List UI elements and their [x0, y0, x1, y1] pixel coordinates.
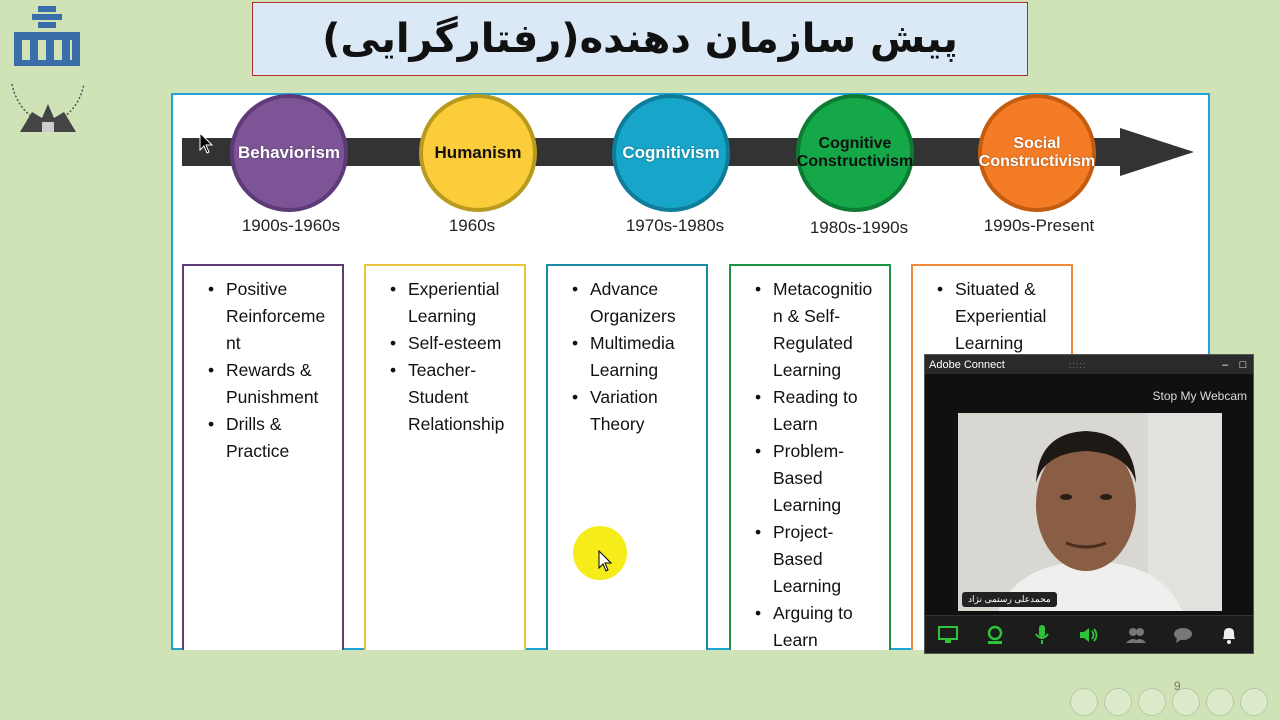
webcam-video — [958, 413, 1222, 611]
era-label: Humanism — [434, 142, 522, 162]
era-circle-humanism — [419, 94, 537, 212]
era-circle-cognitivism — [612, 94, 730, 212]
list-item: • Teacher-Student Relationship — [390, 357, 516, 438]
adobe-connect-toolbar — [925, 615, 1253, 653]
era-circle-social-constructivism — [978, 94, 1096, 212]
speaker-icon[interactable] — [1074, 620, 1104, 650]
slide-title: پیش سازمان دهنده(رفتارگرایی) — [322, 16, 958, 62]
bullet-list — [731, 266, 889, 654]
era-circle-cognitive-constructivism — [796, 94, 914, 212]
era-date: 1980s-1990s — [809, 218, 909, 237]
previous-slide-icon[interactable] — [1206, 688, 1234, 716]
bullet-list — [913, 266, 1071, 357]
webcam-icon[interactable] — [980, 620, 1010, 650]
screen-share-icon[interactable] — [933, 620, 963, 650]
list-item: • Reading to Learn — [755, 384, 881, 438]
presenter-name-label: محمدعلی رستمی نژاد — [962, 592, 1057, 607]
attendees-icon[interactable] — [1121, 620, 1151, 650]
slide-navigation — [1070, 688, 1268, 716]
mouse-cursor-icon — [199, 132, 213, 154]
maximize-icon[interactable]: □ — [1239, 358, 1247, 371]
presenter-video-frame — [958, 413, 1222, 611]
microphone-icon[interactable] — [1027, 620, 1057, 650]
list-item: • Experiential Learning — [390, 276, 516, 330]
adobe-connect-window[interactable] — [924, 354, 1254, 654]
menu-icon[interactable] — [1070, 688, 1098, 716]
pen-icon[interactable] — [1172, 688, 1200, 716]
era-label: Behaviorism — [237, 142, 341, 162]
list-item: • Multimedia Learning — [572, 330, 698, 384]
minimize-icon[interactable]: – — [1221, 358, 1229, 371]
list-item: • Drills & Practice — [208, 411, 334, 465]
window-title: Adobe Connect — [929, 358, 1005, 371]
era-date: 1970s-1980s — [625, 216, 725, 235]
notification-bell-icon[interactable] — [1214, 620, 1244, 650]
column-cognitivism — [546, 264, 708, 650]
zoom-icon[interactable] — [1104, 688, 1132, 716]
era-label: Cognitivism — [622, 142, 720, 162]
stop-webcam-button[interactable]: Stop My Webcam — [1152, 389, 1247, 403]
column-cognitive-constructivism — [729, 264, 891, 650]
bullet-list — [366, 266, 524, 438]
list-item: • Problem-Based Learning — [755, 438, 881, 519]
column-humanism — [364, 264, 526, 650]
drag-grip-icon[interactable]: ::::: — [1068, 359, 1087, 370]
list-item: • Metacognitio n & Self-Regulated Learning — [755, 276, 881, 384]
list-item: • Self-esteem — [390, 330, 516, 357]
era-circle-behaviorism — [230, 94, 348, 212]
bullet-list — [548, 266, 706, 438]
page-number: 9 — [1174, 679, 1181, 693]
university-logo — [8, 4, 88, 138]
era-date: 1960s — [448, 216, 496, 235]
slide-title-box — [252, 2, 1028, 76]
era-date: 1990s-Present — [983, 216, 1095, 235]
era-date: 1900s-1960s — [241, 216, 341, 235]
list-item: • Situated & Experiential Learning — [937, 276, 1063, 357]
list-item: • Rewards & Punishment — [208, 357, 334, 411]
era-label: Cognitive Constructivism — [796, 135, 914, 170]
list-item: • Positive Reinforceme nt — [208, 276, 334, 357]
next-slide-icon[interactable] — [1240, 688, 1268, 716]
list-item: • Project-Based Learning — [755, 519, 881, 600]
era-label: Social Constructivism — [978, 135, 1096, 170]
list-item: • Advance Organizers — [572, 276, 698, 330]
bullet-list — [184, 266, 342, 465]
list-item: • Variation Theory — [572, 384, 698, 438]
window-titlebar[interactable] — [925, 355, 1253, 374]
mouse-cursor-icon — [598, 550, 612, 572]
chat-icon[interactable] — [1168, 620, 1198, 650]
copy-icon[interactable] — [1138, 688, 1166, 716]
list-item: • Arguing to Learn — [755, 600, 881, 654]
column-behaviorism — [182, 264, 344, 650]
